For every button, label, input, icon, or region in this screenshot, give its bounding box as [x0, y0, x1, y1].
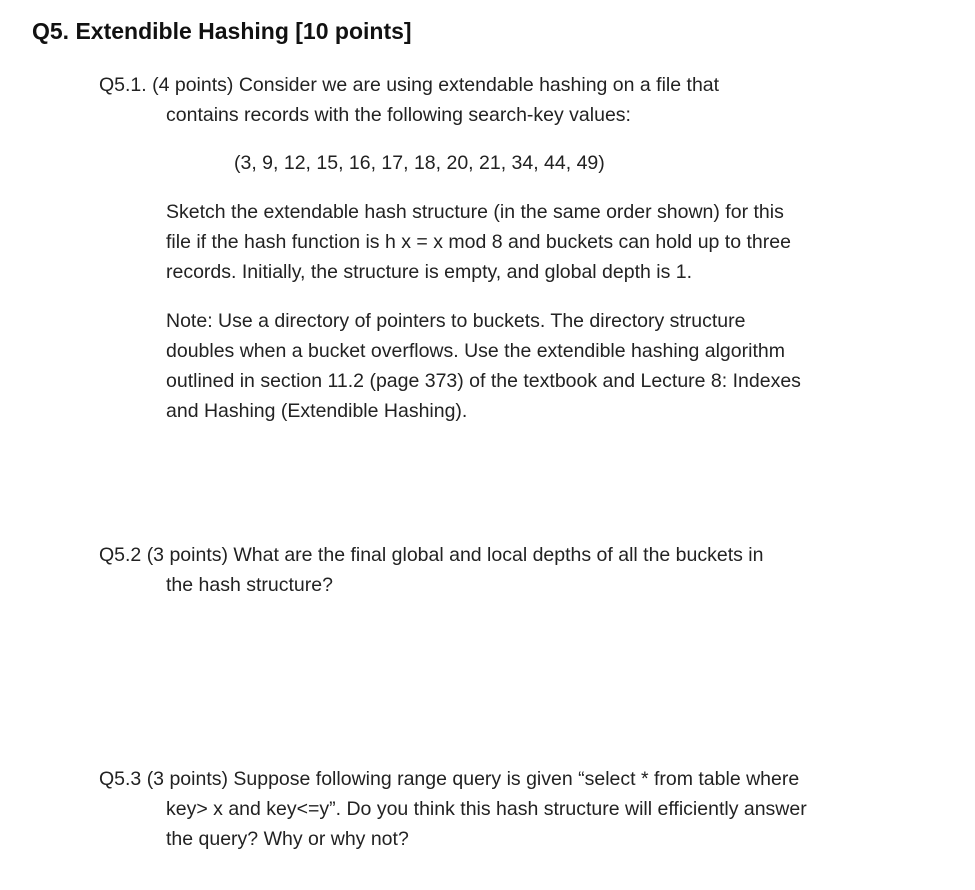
- note-line-4: and Hashing (Extendible Hashing).: [166, 400, 468, 422]
- q51-prompt-line-1: Q5.1. (4 points) Consider we are using extendable hashing on a file that: [99, 74, 720, 96]
- sketch-line-2: file if the hash function is h x = x mod 8 and buckets can hold up to three: [166, 231, 791, 253]
- q53-prompt-line-1: Q5.3 (3 points) Suppose following range query is given “select * from table where: [99, 768, 800, 790]
- question-heading: Q5. Extendible Hashing [10 points]: [32, 18, 412, 44]
- search-key-values: (3, 9, 12, 15, 16, 17, 18, 20, 21, 34, 44, 49): [234, 152, 605, 174]
- sketch-line-1: Sketch the extendable hash structure (in the same order shown) for this: [166, 201, 784, 223]
- q53-prompt-line-2: key> x and key<=y”. Do you think this hash structure will efficiently answer: [166, 798, 807, 820]
- q51-prompt-line-2: contains records with the following search-key values:: [166, 104, 631, 126]
- note-line-1: Note: Use a directory of pointers to buckets. The directory structure: [166, 310, 746, 332]
- q52-prompt-line-2: the hash structure?: [166, 574, 333, 596]
- sketch-line-3: records. Initially, the structure is empty, and global depth is 1.: [166, 261, 693, 283]
- note-line-3: outlined in section 11.2 (page 373) of the textbook and Lecture 8: Indexes: [166, 370, 801, 392]
- q52-prompt-line-1: Q5.2 (3 points) What are the final global and local depths of all the buckets in: [99, 544, 764, 566]
- note-line-2: doubles when a bucket overflows. Use the extendible hashing algorithm: [166, 340, 785, 362]
- q53-prompt-line-3: the query? Why or why not?: [166, 828, 409, 850]
